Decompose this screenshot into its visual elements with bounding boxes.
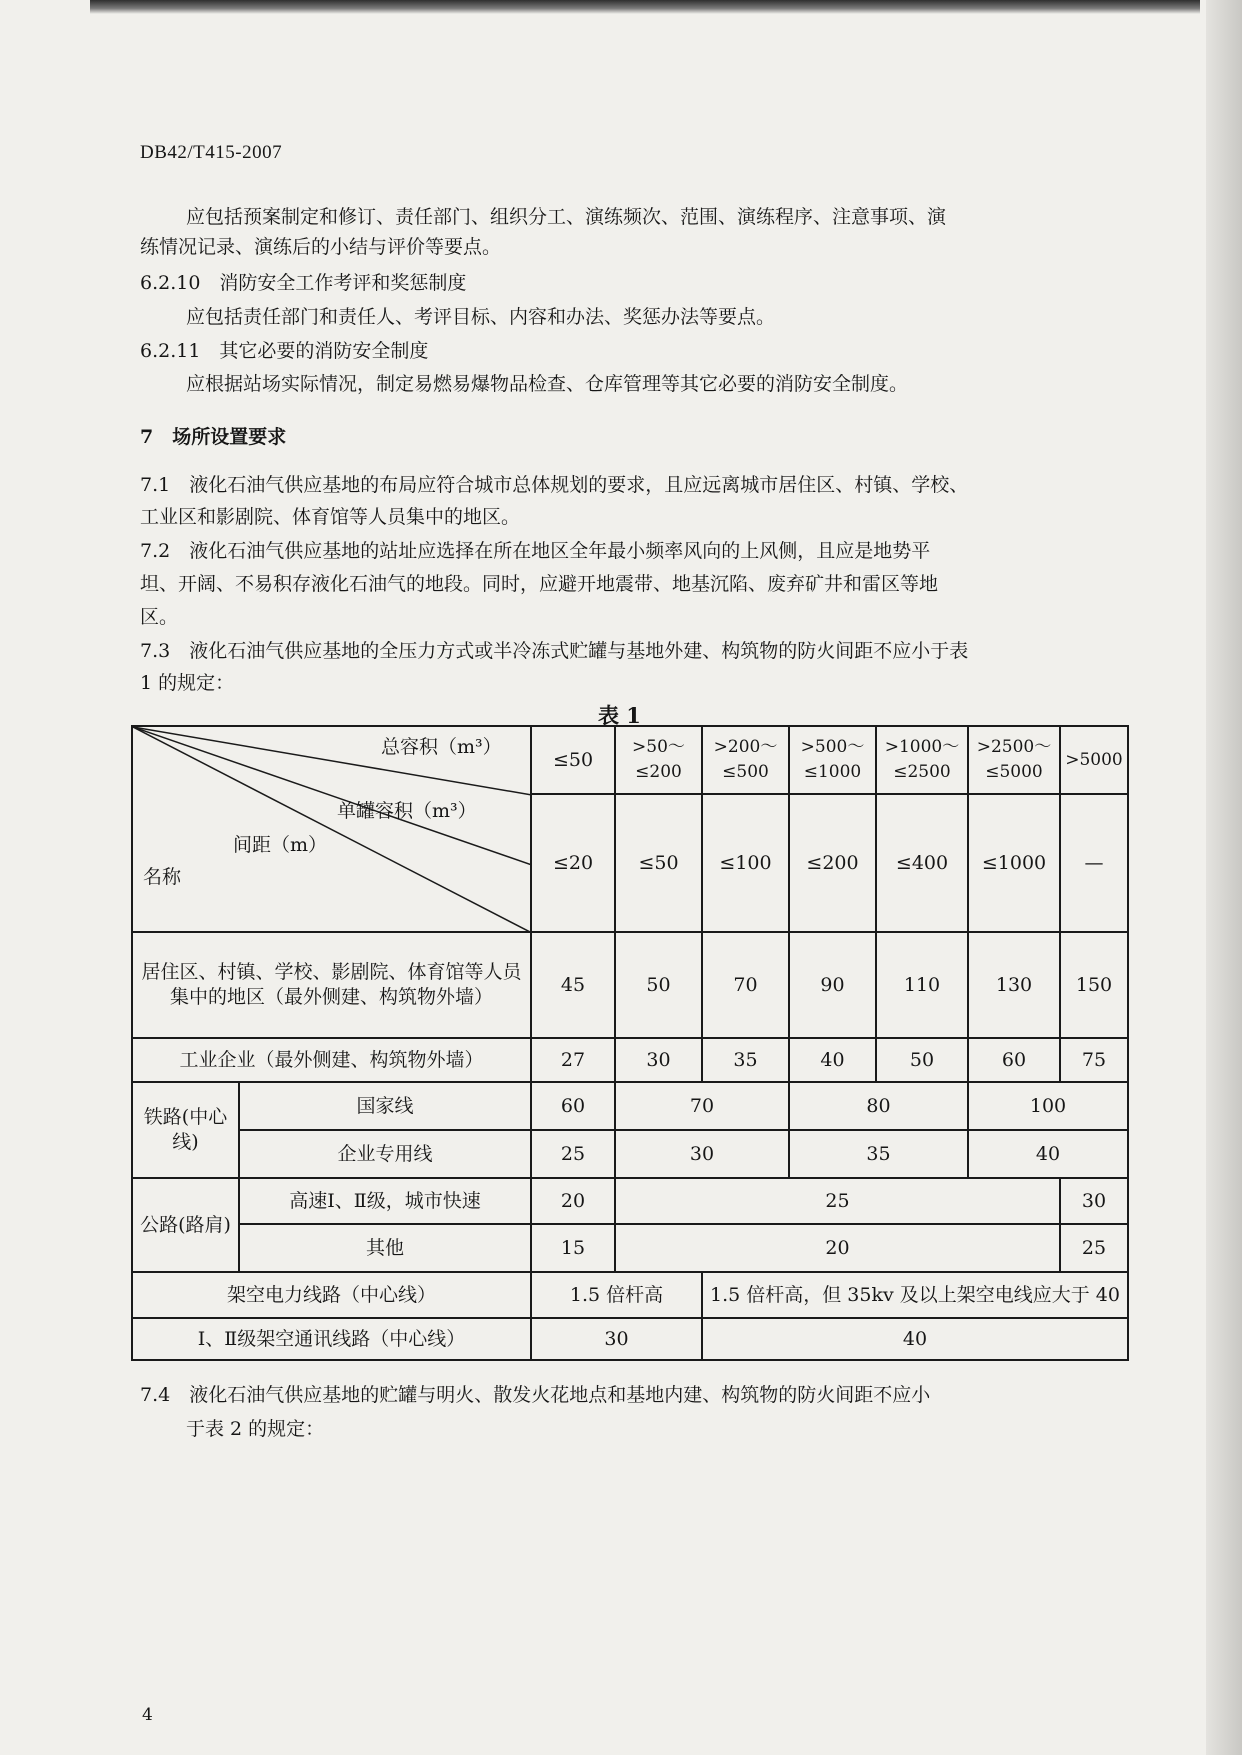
paragraph: 应包括预案制定和修订、责任部门、组织分工、演练频次、范围、演练程序、注意事项、演 xyxy=(186,206,947,228)
table-row xyxy=(132,1130,1128,1178)
table-row xyxy=(132,1082,1128,1130)
table-row xyxy=(132,1318,1128,1360)
page-number: 4 xyxy=(142,1705,153,1725)
corner-label-name: 名称 xyxy=(143,866,182,888)
table-cell: 1.5 倍杆高，但 35kv 及以上架空电线应大于 40 xyxy=(702,1272,1128,1318)
paragraph: 应包括责任部门和责任人、考评目标、内容和办法、奖惩办法等要点。 xyxy=(186,306,776,328)
table-corner-header xyxy=(132,726,531,932)
row-group-label: 铁路(中心线) xyxy=(132,1082,239,1178)
table-cell: 30 xyxy=(531,1318,702,1360)
table-cell: 15 xyxy=(531,1224,615,1272)
paragraph: 7.4 液化石油气供应基地的贮罐与明火、散发火花地点和基地内建、构筑物的防火间距不应小 xyxy=(140,1384,931,1406)
row-label: 国家线 xyxy=(239,1082,531,1130)
paragraph: 7.3 液化石油气供应基地的全压力方式或半冷冻式贮罐与基地外建、构筑物的防火间距不应小于表 xyxy=(140,640,969,662)
table-cell: 60 xyxy=(968,1038,1060,1082)
table-cell: 40 xyxy=(968,1130,1128,1178)
row-label: 工业企业（最外侧建、构筑物外墙） xyxy=(132,1038,531,1082)
table-cell: 90 xyxy=(789,932,876,1038)
corner-label-distance: 间距（m） xyxy=(233,834,328,856)
fire-distance-table xyxy=(131,725,1129,1361)
section-heading: 7 场所设置要求 xyxy=(140,426,287,448)
single-col-header: ≤400 xyxy=(876,794,968,932)
row-label: 高速Ⅰ、Ⅱ级，城市快速 xyxy=(239,1178,531,1224)
corner-label-total: 总容积（m³） xyxy=(381,736,502,758)
table-cell: 75 xyxy=(1060,1038,1128,1082)
table-cell: 110 xyxy=(876,932,968,1038)
row-label: 其他 xyxy=(239,1224,531,1272)
table-cell: 35 xyxy=(789,1130,968,1178)
table-cell: 100 xyxy=(968,1082,1128,1130)
document-code: DB42/T415-2007 xyxy=(140,142,283,163)
single-col-header: ≤1000 xyxy=(968,794,1060,932)
paragraph: 7.2 液化石油气供应基地的站址应选择在所在地区全年最小频率风向的上风侧，且应是地势平 xyxy=(140,540,931,562)
table-cell: 130 xyxy=(968,932,1060,1038)
table-cell: 25 xyxy=(531,1130,615,1178)
table-cell: 150 xyxy=(1060,932,1128,1038)
total-col-header: >5000 xyxy=(1060,726,1128,794)
table-cell: 70 xyxy=(615,1082,789,1130)
table-cell: 20 xyxy=(531,1178,615,1224)
table-cell: 40 xyxy=(702,1318,1128,1360)
table-cell: 50 xyxy=(876,1038,968,1082)
scan-top-edge xyxy=(90,0,1200,14)
table-cell: 25 xyxy=(615,1178,1060,1224)
clause-heading: 6.2.10 消防安全工作考评和奖惩制度 xyxy=(140,272,467,294)
table-cell: 40 xyxy=(789,1038,876,1082)
single-col-header: ≤50 xyxy=(615,794,702,932)
table-cell: 70 xyxy=(702,932,789,1038)
table-cell: 80 xyxy=(789,1082,968,1130)
total-col-header: >2500～ ≤5000 xyxy=(968,726,1060,794)
table-cell: 25 xyxy=(1060,1224,1128,1272)
row-label: 企业专用线 xyxy=(239,1130,531,1178)
row-label: 架空电力线路（中心线） xyxy=(132,1272,531,1318)
table-cell: 30 xyxy=(615,1038,702,1082)
table-row xyxy=(132,1272,1128,1318)
table-cell: 60 xyxy=(531,1082,615,1130)
corner-label-single: 单罐容积（m³） xyxy=(337,800,477,822)
paragraph: 应根据站场实际情况，制定易燃易爆物品检查、仓库管理等其它必要的消防安全制度。 xyxy=(186,373,909,395)
table-caption: 表 1 xyxy=(598,703,641,728)
single-col-header: ≤200 xyxy=(789,794,876,932)
row-group-label: 公路(路肩) xyxy=(132,1178,239,1272)
table-cell: 1.5 倍杆高 xyxy=(531,1272,702,1318)
paragraph: 7.1 液化石油气供应基地的布局应符合城市总体规划的要求，且应远离城市居住区、村镇、学校、 xyxy=(140,474,969,496)
table-row xyxy=(132,1178,1128,1224)
paragraph: 于表 2 的规定： xyxy=(186,1418,325,1440)
table-cell: 20 xyxy=(615,1224,1060,1272)
table-row xyxy=(132,932,1128,1038)
table-cell: 30 xyxy=(1060,1178,1128,1224)
single-col-header: — xyxy=(1060,794,1128,932)
paragraph: 工业区和影剧院、体育馆等人员集中的地区。 xyxy=(140,506,521,528)
table-cell: 30 xyxy=(615,1130,789,1178)
clause-heading: 6.2.11 其它必要的消防安全制度 xyxy=(140,340,429,362)
paragraph: 区。 xyxy=(140,606,179,628)
table-cell: 50 xyxy=(615,932,702,1038)
total-col-header: ≤50 xyxy=(531,726,615,794)
total-col-header: >200～ ≤500 xyxy=(702,726,789,794)
table-cell: 27 xyxy=(531,1038,615,1082)
paragraph: 1 的规定： xyxy=(140,672,235,694)
total-col-header: >50～ ≤200 xyxy=(615,726,702,794)
single-col-header: ≤100 xyxy=(702,794,789,932)
total-col-header: >1000～ ≤2500 xyxy=(876,726,968,794)
table-cell: 35 xyxy=(702,1038,789,1082)
row-label: Ⅰ、Ⅱ级架空通讯线路（中心线） xyxy=(132,1318,531,1360)
paragraph: 练情况记录、演练后的小结与评价等要点。 xyxy=(140,236,502,258)
table-row xyxy=(132,1038,1128,1082)
paragraph: 坦、开阔、不易积存液化石油气的地段。同时，应避开地震带、地基沉陷、废弃矿井和雷区等地 xyxy=(140,573,939,595)
table-cell: 45 xyxy=(531,932,615,1038)
single-col-header: ≤20 xyxy=(531,794,615,932)
row-label: 居住区、村镇、学校、影剧院、体育馆等人员集中的地区（最外侧建、构筑物外墙） xyxy=(132,932,531,1038)
table-row xyxy=(132,1224,1128,1272)
scan-right-edge xyxy=(1206,0,1242,1755)
total-col-header: >500～ ≤1000 xyxy=(789,726,876,794)
